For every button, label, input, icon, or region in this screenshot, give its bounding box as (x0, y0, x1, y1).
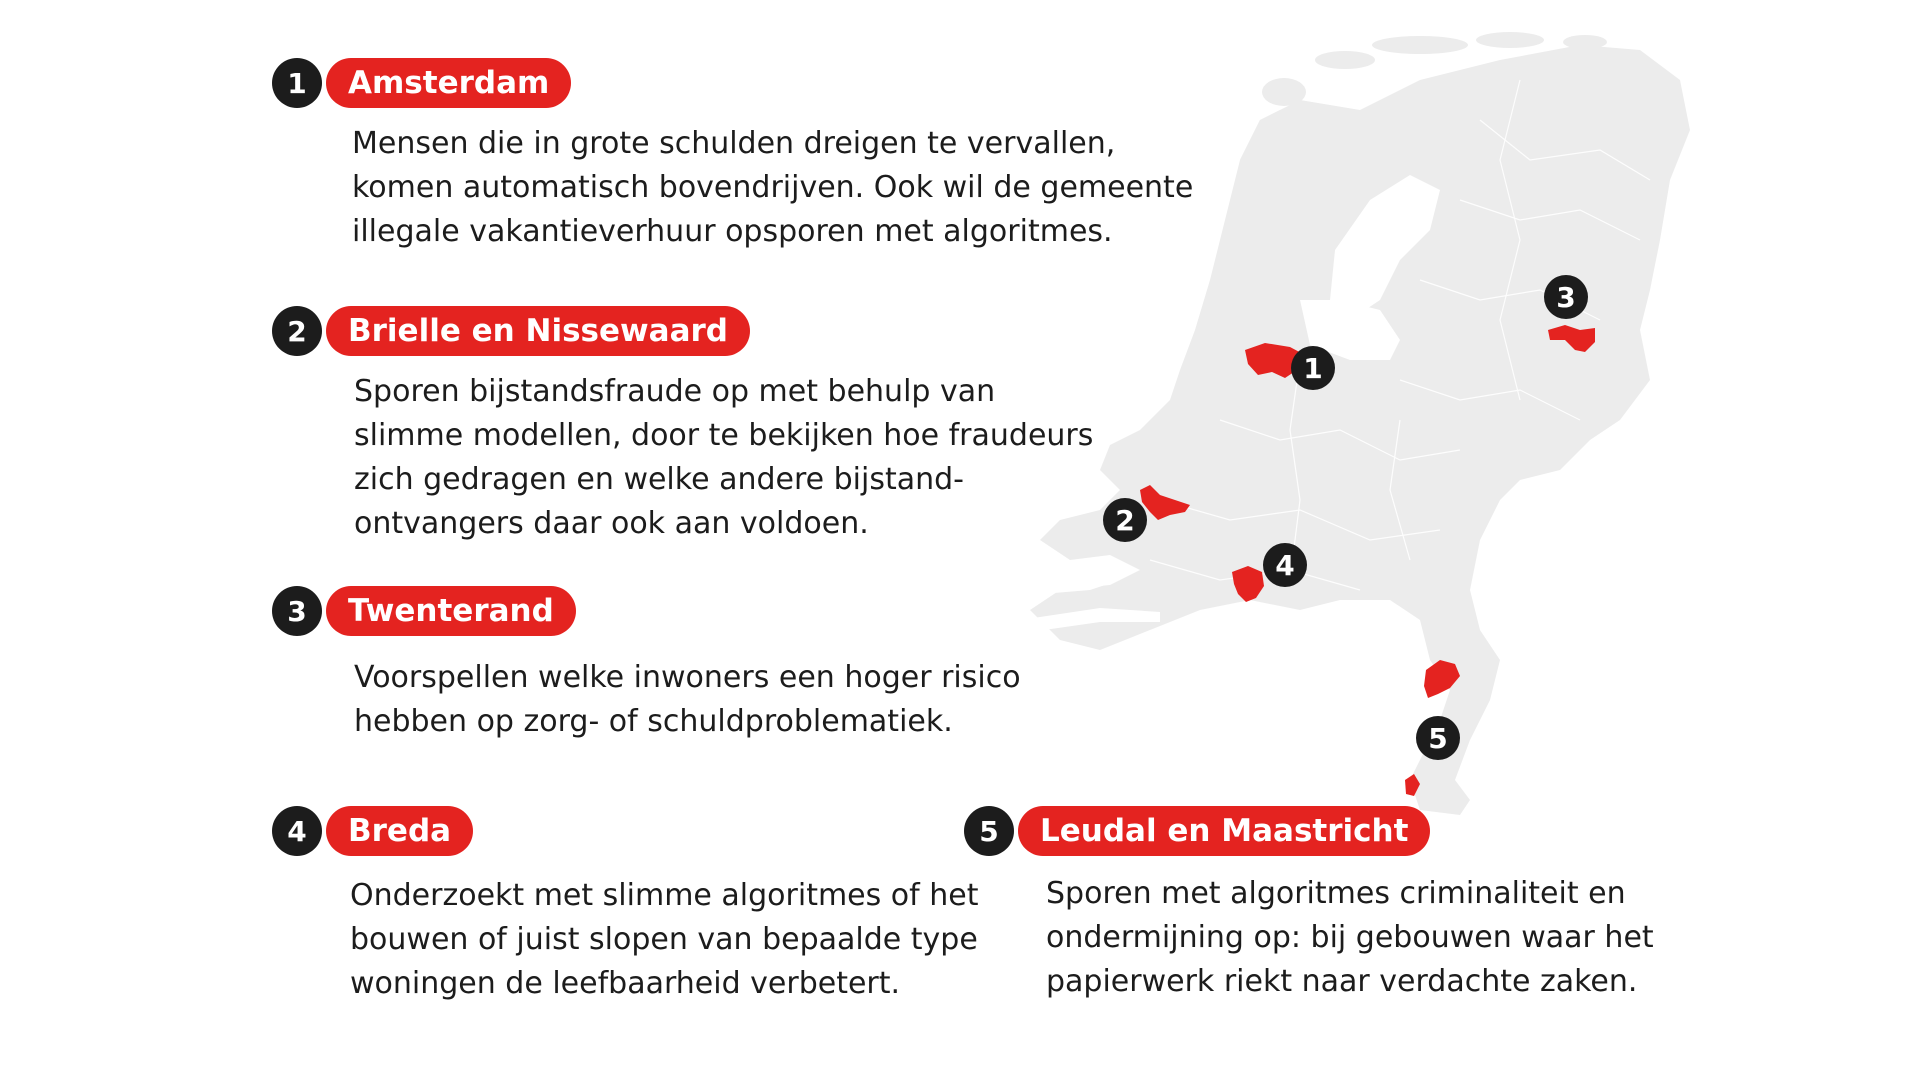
entry-header (272, 306, 1093, 356)
island-terschelling (1372, 36, 1468, 54)
entry-description: Onderzoekt met slimme algoritmes of het bouwen of juist slopen van bepaalde type woningen de leefbaarheid verbetert. (350, 878, 979, 1001)
entry-description: Sporen met algoritmes criminaliteit en ondermijning op: bij gebouwen waar het papierwerk riekt naar verdachte zaken. (1046, 876, 1654, 999)
number-badge: 5 (964, 806, 1014, 856)
title-pill: Leudal en Maastricht (1018, 806, 1430, 856)
svg-text:1: 1 (1303, 352, 1323, 385)
number-badge: 4 (272, 806, 322, 856)
entry-breda (272, 806, 979, 1006)
entry-header (272, 586, 1021, 636)
island-ameland (1476, 32, 1544, 48)
map-marker-4 (1263, 543, 1307, 587)
island-texel (1262, 78, 1306, 106)
title-pill: Twenterand (326, 586, 576, 636)
number-badge: 3 (272, 586, 322, 636)
entry-leudal-maastricht (964, 806, 1654, 1004)
map-marker-5 (1416, 716, 1460, 760)
map-marker-1 (1291, 346, 1335, 390)
svg-text:3: 3 (1556, 281, 1576, 314)
entry-brielle-nissewaard (272, 306, 1093, 546)
island-vlieland (1315, 51, 1375, 69)
svg-text:2: 2 (1115, 504, 1135, 537)
entry-header (964, 806, 1654, 856)
map-marker-2 (1103, 498, 1147, 542)
entry-description: Mensen die in grote schulden dreigen te vervallen, komen automatisch bovendrijven. Ook wil de gemeente illegale vakantieverhuur opsporen met algoritmes. (352, 126, 1194, 249)
entry-description: Voorspellen welke inwoners een hoger risico hebben op zorg- of schuldproblematiek. (354, 660, 1021, 739)
number-badge: 1 (272, 58, 322, 108)
entry-twenterand (272, 586, 1021, 744)
entry-amsterdam (272, 58, 1193, 254)
island-schiermonnikoog (1563, 35, 1607, 49)
svg-text:5: 5 (1428, 722, 1448, 755)
entry-header (272, 806, 979, 856)
svg-text:4: 4 (1275, 549, 1295, 582)
map-marker-3 (1544, 275, 1588, 319)
entry-description: Sporen bijstandsfraude op met behulp van slimme modellen, door te bekijken hoe fraudeurs zich gedragen en welke andere bijstand- ontvangers daar ook aan voldoen. (354, 374, 1094, 541)
title-pill: Amsterdam (326, 58, 571, 108)
title-pill: Brielle en Nissewaard (326, 306, 750, 356)
title-pill: Breda (326, 806, 473, 856)
entry-header (272, 58, 1193, 108)
number-badge: 2 (272, 306, 322, 356)
